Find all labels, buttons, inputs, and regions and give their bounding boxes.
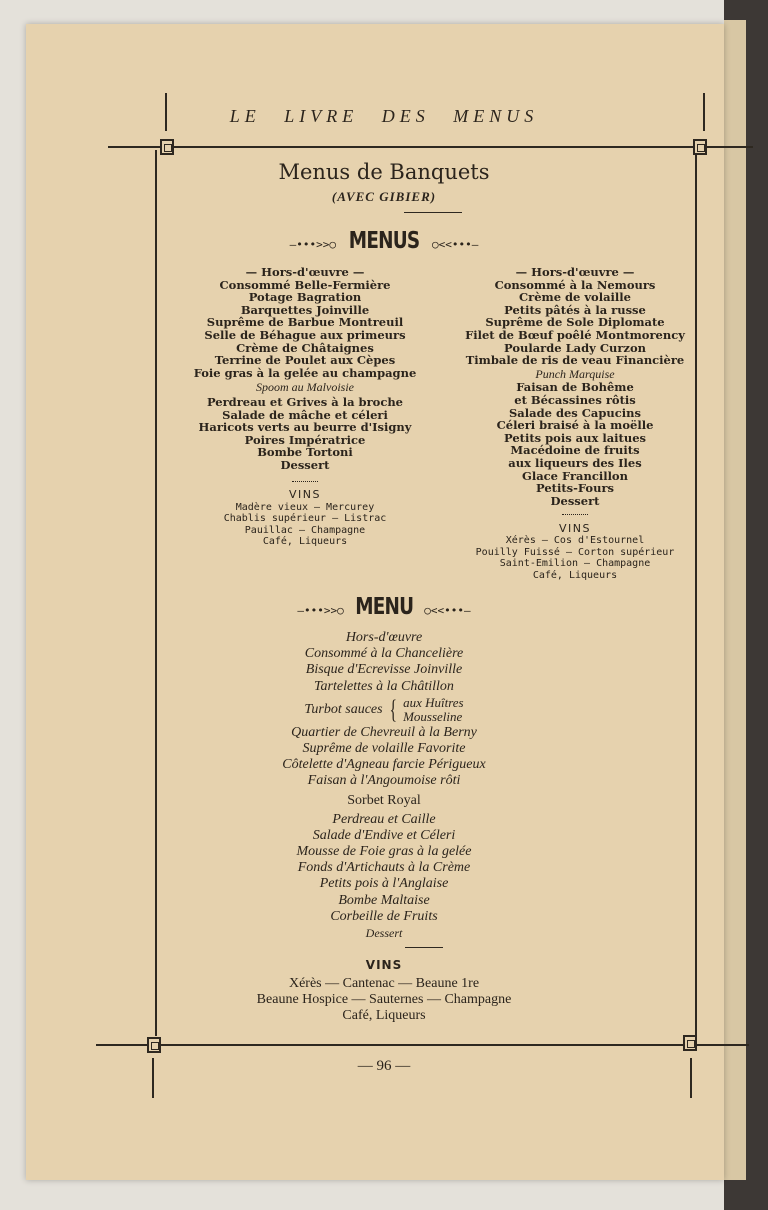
list-item: Bisque d'Ecrevisse Joinville <box>305 662 463 678</box>
wines-list <box>440 535 710 581</box>
list-item: Perdreau et Grives à la broche <box>206 394 404 409</box>
list-item: Macédoine de fruits <box>510 443 640 458</box>
list-item: Perdreau et Caille <box>332 811 436 827</box>
title-underline <box>404 212 462 213</box>
list-item: Quartier de Chevreuil à la Berny <box>291 724 477 740</box>
menu-heading <box>0 594 768 620</box>
page-subtitle: (AVEC GIBIER) <box>331 189 437 204</box>
ornament-right: ○<<•••– <box>432 237 479 251</box>
list-item: Mousse de Foie gras à la gelée <box>296 844 472 860</box>
wines-list <box>180 502 430 548</box>
wines-heading: VINS <box>365 958 403 972</box>
list-item: Suprême de volaille Favorite <box>302 741 466 757</box>
frame-top-rule <box>108 146 753 148</box>
list-item: Dessert <box>550 493 600 508</box>
list-item: Faisan à l'Angoumoise rôti <box>307 773 461 789</box>
list-item: Consommé Belle-Fermière <box>219 277 391 292</box>
frame-bottom-rule <box>96 1044 749 1046</box>
list-item: Salade des Capucins <box>509 405 641 420</box>
list-item: Filet de Bœuf poêlé Montmorency <box>465 327 685 342</box>
squiggle-divider <box>440 508 710 521</box>
list-item: Suprême de Sole Diplomate <box>485 315 665 330</box>
list-item: Salade de mâche et céleri <box>222 407 388 422</box>
list-item: Glace Francillon <box>522 468 628 483</box>
corner-ornament-top-right <box>693 139 707 155</box>
list-item: Côtelette d'Agneau farcie Périgueux <box>282 757 486 773</box>
ornament-right: ○<<•••– <box>424 603 471 617</box>
list-item: Faisan de Bohême <box>516 380 634 395</box>
list-item: Poularde Lady Curzon <box>503 340 646 355</box>
turbot-label: Turbot sauces <box>304 701 383 717</box>
list-item: Haricots verts au beurre d'Isigny <box>198 420 412 435</box>
list-item: Suprême de Barbue Montreuil <box>206 315 404 330</box>
list-item: Potage Bagration <box>248 290 362 305</box>
ornament-left: –•••>>○ <box>297 603 344 617</box>
list-item: Poires Impératrice <box>244 432 366 447</box>
list-item: Petits pois à l'Anglaise <box>319 876 449 892</box>
wine-line: Chablis supérieur — Listrac <box>223 513 387 525</box>
list-item: Petits-Fours <box>536 481 614 496</box>
list-item: Crème de volaille <box>519 290 631 305</box>
turbot-option: Mousseline <box>403 708 463 724</box>
wine-line: Xérès — Cos d'Estournel <box>505 535 645 547</box>
wine-line: Café, Liqueurs <box>262 536 348 548</box>
menus-heading <box>0 228 768 254</box>
ornament-left: –•••>>○ <box>289 237 336 251</box>
sorbet-item: Sorbet Royal <box>347 792 421 808</box>
list-item: Petits pâtés à la russe <box>504 302 646 317</box>
list-item: — Hors-d'œuvre — <box>245 265 365 279</box>
list-item: Consommé à la Nemours <box>494 277 656 292</box>
list-item: Bombe Tortoni <box>257 445 353 460</box>
menu-left-column <box>180 266 430 548</box>
list-item: Terrine de Poulet aux Cèpes <box>214 353 396 368</box>
list-item: Petits pois aux laitues <box>503 430 646 445</box>
list-item: — Hors-d'œuvre — <box>515 265 635 279</box>
wine-line: Pouilly Fuissé — Corton supérieur <box>475 546 675 558</box>
menu-heading-text: MENU <box>354 594 414 620</box>
wines-heading: VINS <box>559 521 591 535</box>
brace-icon: { <box>389 694 397 724</box>
wine-line: Xérès — Cantenac — Beaune 1re <box>288 976 480 991</box>
menu-single-list <box>0 630 768 941</box>
list-item: Dessert <box>365 926 403 941</box>
turbot-item <box>0 695 768 725</box>
wines-heading: VINS <box>289 488 321 502</box>
wine-line: Café, Liqueurs <box>532 569 618 581</box>
list-item: Céleri braisé à la moëlle <box>496 418 654 433</box>
list-item: Bombe Maltaise <box>338 892 430 908</box>
list-item: Corbeille de Fruits <box>330 908 438 924</box>
corner-ornament-bottom-right <box>683 1035 697 1051</box>
wines-divider <box>405 947 443 948</box>
list-item: Consommé à la Chancelière <box>304 646 464 662</box>
wine-line: Pauillac — Champagne <box>244 524 366 536</box>
corner-ornament-bottom-left <box>147 1037 161 1053</box>
wine-line: Saint-Emilion — Champagne <box>499 558 651 570</box>
menus-heading-text: MENUS <box>348 228 420 254</box>
corner-ornament-top-left <box>160 139 174 155</box>
list-item: Salade d'Endive et Céleri <box>312 827 456 843</box>
wine-line: Madère vieux — Mercurey <box>235 501 375 513</box>
list-item: Barquettes Joinville <box>240 302 370 317</box>
page-number: — 96 — <box>357 1058 411 1074</box>
interlude-item: Spoom au Malvoisie <box>256 380 354 395</box>
running-title: LE LIVRE DES MENUS <box>229 106 539 126</box>
interlude-item: Punch Marquise <box>535 366 615 381</box>
page-title: Menus de Banquets <box>278 160 490 184</box>
list-item: Crème de Châtaignes <box>236 340 374 355</box>
wine-line: Café, Liqueurs <box>342 1008 426 1023</box>
list-item: Foie gras à la gelée au champagne <box>193 365 417 380</box>
list-item: Timbale de ris de veau Financière <box>465 353 685 368</box>
list-item: aux liqueurs des Iles <box>508 455 642 470</box>
list-item: Tartelettes à la Châtillon <box>314 678 454 694</box>
list-item: et Bécassines rôtis <box>514 392 636 407</box>
wine-line: Beaune Hospice — Sauternes — Champagne <box>256 992 512 1007</box>
list-item: Hors-d'œuvre <box>345 630 423 645</box>
list-item: Dessert <box>280 457 330 472</box>
list-item: Selle de Béhague aux primeurs <box>204 327 406 342</box>
menu-right-column <box>440 266 710 581</box>
list-item: Fonds d'Artichauts à la Crème <box>297 860 471 876</box>
turbot-option: aux Huîtres <box>403 694 464 710</box>
squiggle-divider <box>180 475 430 488</box>
